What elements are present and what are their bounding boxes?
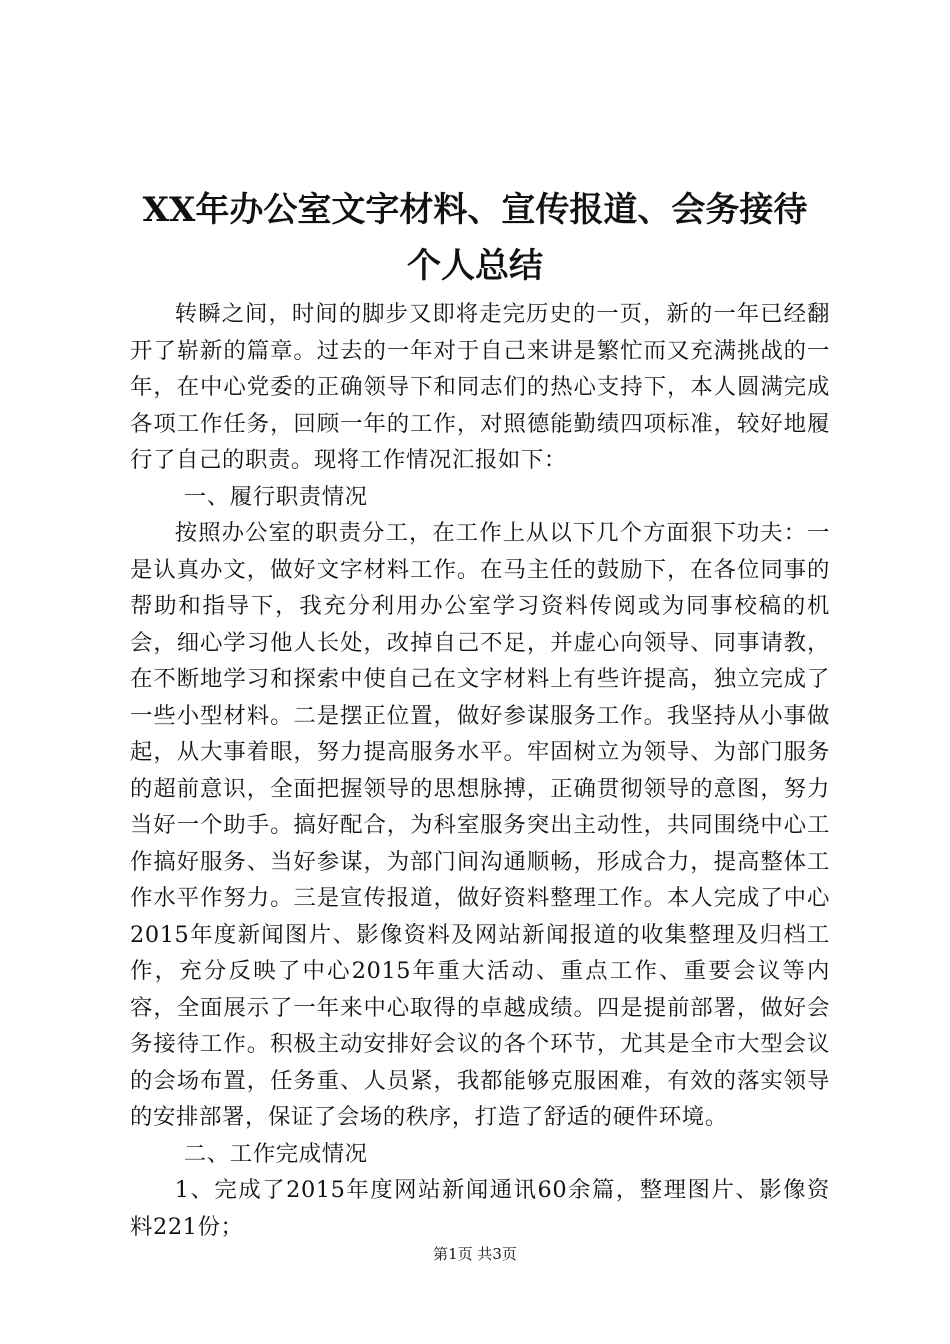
- document-title-line-1: XX年办公室文字材料、宣传报道、会务接待: [142, 190, 808, 230]
- paragraph-item-1: 1、完成了2015年度网站新闻通讯60余篇，整理图片、影像资料221份；: [130, 1177, 830, 1240]
- page-footer: 第1页 共3页: [433, 1245, 517, 1263]
- paragraph-duties: 按照办公室的职责分工，在工作上从以下几个方面狠下功夫：一是认真办文，做好文字材料工作。在马主任的鼓励下，在各位同事的帮助和指导下，我充分利用办公室学习资料传阅或为同事校稿的机会，细心学习他人长处，改掉自己不足，并虚心向领导、同事请教，在不断地学习和探索中使自己在文字材料上有些许提高，独立完成了一些小型材料。二是摆正位置，做好参谋服务工作。我坚持从小事做起，从大事着眼，努力提高服务水平。牢固树立为领导、为部门服务的超前意识，全面把握领导的思想脉搏，正确贯彻领导的意图，努力当好一个助手。搞好配合，为科室服务突出主动性，共同围绕中心工作搞好服务、当好参谋，为部门间沟通顺畅，形成合力，提高整体工作水平作努力。三是宣传报道，做好资料整理工作。本人完成了中心2015年度新闻图片、影像资料及网站新闻报道的收集整理及归档工作，充分反映了中心2015年重大活动、重点工作、重要会议等内容，全面展示了一年来中心取得的卓越成绩。四是提前部署，做好会务接待工作。积极主动安排好会议的各个环节，尤其是全市大型会议的会场布置，任务重、人员紧，我都能够克服困难，有效的落实领导的安排部署，保证了会场的秩序，打造了舒适的硬件环境。: [130, 520, 830, 1130]
- document-title-line-2: 个人总结: [407, 246, 543, 286]
- section-heading-completion: 二、工作完成情况: [183, 1140, 368, 1167]
- document-body: [130, 296, 830, 1245]
- paragraph-intro: 转瞬之间，时间的脚步又即将走完历史的一页，新的一年已经翻开了崭新的篇章。过去的一年对于自己来讲是繁忙而又充满挑战的一年，在中心党委的正确领导下和同志们的热心支持下，本人圆满完成各项工作任务，回顾一年的工作，对照德能勤绩四项标准，较好地履行了自己的职责。现将工作情况汇报如下：: [130, 301, 830, 473]
- section-heading-duties: 一、履行职责情况: [183, 483, 368, 510]
